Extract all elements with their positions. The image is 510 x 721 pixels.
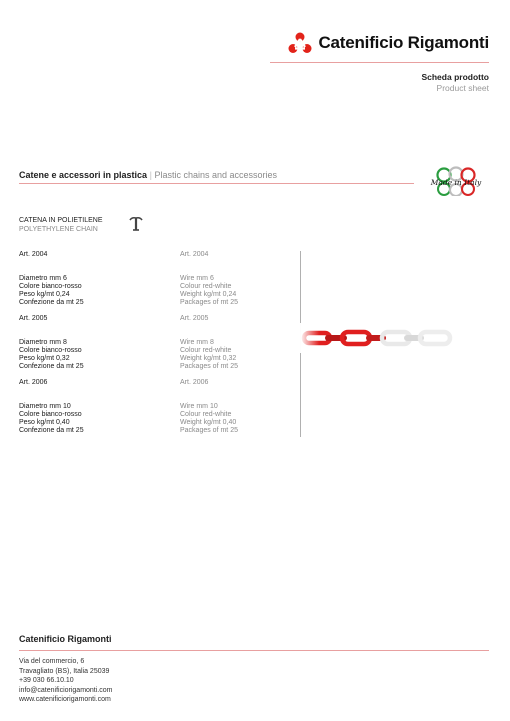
header-rule [270,62,489,63]
sheet-label-en: Product sheet [436,83,489,93]
brand [288,32,489,54]
brand-logo-icon [288,32,312,54]
section-rule [19,183,414,184]
section-title [19,170,277,180]
address-website[interactable]: www.catenificiorigamonti.com [19,696,111,704]
spec-line: Colore bianco-rosso [19,282,82,290]
product-name [19,216,103,234]
product-name-en: POLYETHYLENE CHAIN [19,226,98,233]
article-number: Art. 2006 [19,379,48,386]
address-street: Via del commercio, 6 [19,658,85,665]
section-title-it: Catene e accessori in plastica [19,170,148,180]
section-title-en: Plastic chains and accessories [154,170,278,180]
spec-line: Colour red-white [180,346,232,354]
article-it-2005 [19,315,169,379]
spec-line: Colour red-white [180,282,232,290]
article-en-2006 [180,379,330,443]
footer-address [19,657,112,705]
product-name-it: CATENA IN POLIETILENE [19,217,103,224]
spec-line: Packages of mt 25 [180,426,238,434]
article-number: Art. 2004 [180,251,209,258]
sheet-label-it: Scheda prodotto [421,72,489,82]
article-number: Art. 2006 [180,379,209,386]
article-number: Art. 2004 [19,251,48,258]
spec-line: Confezione da mt 25 [19,426,84,434]
spec-line: Diametro mm 6 [19,274,67,282]
spec-line: Diametro mm 10 [19,402,71,410]
brand-name: Catenificio Rigamonti [318,33,489,52]
spec-line: Peso kg/mt 0,40 [19,418,70,426]
article-it-2006 [19,379,169,443]
spec-line: Packages of mt 25 [180,298,238,306]
address-city: Travagliato (BS), Italia 25039 [19,667,110,675]
sheet-label [421,72,489,94]
spec-line: Weight kg/mt 0,40 [180,418,237,426]
spec-line: Colour red-white [180,410,232,418]
specs-italian-column [19,251,169,443]
article-number: Art. 2005 [180,315,209,322]
spec-line: Wire mm 8 [180,338,214,346]
installation-tool-icon [127,214,145,232]
address-phone: +39 030 66.10.10 [19,677,74,685]
article-it-2004 [19,251,169,315]
made-in-italy-logo [424,166,488,196]
footer-company: Catenificio Rigamonti [19,634,112,644]
article-en-2004 [180,251,330,315]
spec-line: Wire mm 6 [180,274,214,282]
spec-line: Peso kg/mt 0,24 [19,290,70,298]
spec-line: Packages of mt 25 [180,362,238,370]
article-number: Art. 2005 [19,315,48,322]
spec-line: Weight kg/mt 0,32 [180,354,237,362]
address-email[interactable]: info@catenificiorigamonti.com [19,686,113,694]
spec-line: Colore bianco-rosso [19,410,82,418]
spec-line: Colore bianco-rosso [19,346,82,354]
spec-line: Peso kg/mt 0,32 [19,354,70,362]
spec-line: Confezione da mt 25 [19,362,84,370]
made-in-italy-text: Made in Italy [430,178,482,187]
section-title-separator: | [149,170,152,180]
spec-line: Confezione da mt 25 [19,298,84,306]
chain-product-image [300,323,460,353]
spec-line: Weight kg/mt 0,24 [180,290,237,298]
spec-line: Wire mm 10 [180,402,218,410]
footer-rule [19,650,489,651]
spec-line: Diametro mm 8 [19,338,67,346]
